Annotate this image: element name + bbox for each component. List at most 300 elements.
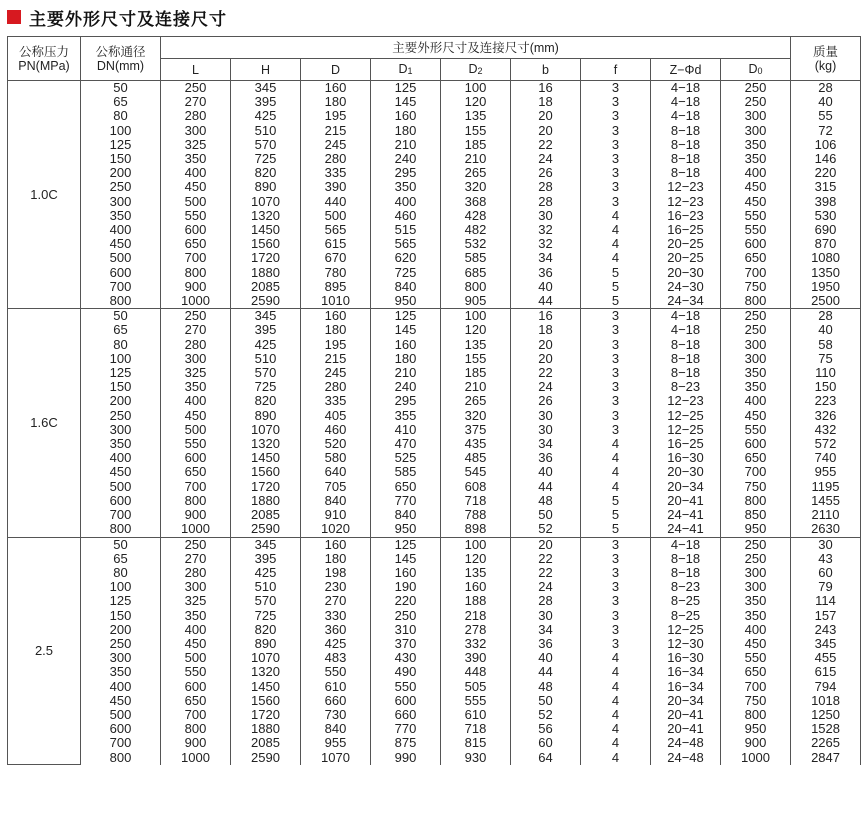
table-cell: 106	[791, 138, 861, 152]
table-cell: 500	[161, 651, 231, 665]
table-cell: 100	[81, 352, 161, 366]
table-cell: 250	[161, 537, 231, 552]
table-cell: 3	[581, 380, 651, 394]
table-cell: 395	[231, 552, 301, 566]
table-cell: 5	[581, 294, 651, 309]
table-row	[8, 494, 861, 508]
table-cell: 718	[441, 494, 511, 508]
table-cell: 815	[441, 736, 511, 750]
table-cell: 250	[81, 637, 161, 651]
table-cell: 125	[371, 81, 441, 96]
table-cell: 155	[441, 124, 511, 138]
column-header: D1	[371, 59, 441, 81]
table-cell: 350	[721, 138, 791, 152]
table-cell: 2590	[231, 751, 301, 765]
table-cell: 250	[371, 609, 441, 623]
table-cell: 300	[721, 352, 791, 366]
table-cell: 1018	[791, 694, 861, 708]
table-row	[8, 323, 861, 337]
table-cell: 800	[81, 751, 161, 765]
table-cell: 2630	[791, 522, 861, 537]
table-cell: 500	[301, 209, 371, 223]
table-row	[8, 566, 861, 580]
table-cell: 24−48	[651, 736, 721, 750]
table-cell: 4	[581, 251, 651, 265]
table-cell: 250	[81, 409, 161, 423]
table-cell: 8−18	[651, 552, 721, 566]
table-cell: 350	[161, 609, 231, 623]
table-cell: 245	[301, 366, 371, 380]
red-square-icon	[7, 10, 21, 24]
table-cell: 80	[81, 109, 161, 123]
table-cell: 660	[301, 694, 371, 708]
table-cell: 250	[721, 309, 791, 324]
table-cell: 1070	[231, 423, 301, 437]
table-cell: 125	[81, 594, 161, 608]
table-row	[8, 423, 861, 437]
title-text: 主要外形尺寸及连接尺寸	[29, 9, 227, 30]
table-cell: 210	[441, 380, 511, 394]
table-cell: 610	[301, 680, 371, 694]
table-row	[8, 266, 861, 280]
table-cell: 20	[511, 537, 581, 552]
table-cell: 160	[301, 537, 371, 552]
table-cell: 550	[721, 209, 791, 223]
table-cell: 425	[231, 338, 301, 352]
table-cell: 5	[581, 494, 651, 508]
table-cell: 24−41	[651, 522, 721, 537]
table-cell: 483	[301, 651, 371, 665]
table-cell: 550	[721, 651, 791, 665]
table-row	[8, 694, 861, 708]
table-cell: 160	[371, 109, 441, 123]
table-cell: 870	[791, 237, 861, 251]
table-cell: 1020	[301, 522, 371, 537]
table-cell: 146	[791, 152, 861, 166]
table-cell: 1528	[791, 722, 861, 736]
table-cell: 1010	[301, 294, 371, 309]
table-cell: 800	[441, 280, 511, 294]
table-cell: 428	[441, 209, 511, 223]
table-cell: 840	[301, 494, 371, 508]
table-row	[8, 522, 861, 537]
table-cell: 3	[581, 309, 651, 324]
table-row	[8, 508, 861, 522]
table-cell: 550	[301, 665, 371, 679]
table-cell: 345	[791, 637, 861, 651]
table-cell: 2590	[231, 522, 301, 537]
table-cell: 12−23	[651, 394, 721, 408]
table-cell: 250	[721, 323, 791, 337]
pressure-group-cell: 1.0C	[8, 81, 81, 309]
table-cell: 910	[301, 508, 371, 522]
table-cell: 58	[791, 338, 861, 352]
table-cell: 650	[161, 694, 231, 708]
table-cell: 350	[721, 152, 791, 166]
table-cell: 350	[81, 437, 161, 451]
table-cell: 280	[301, 380, 371, 394]
table-cell: 400	[721, 394, 791, 408]
table-cell: 160	[371, 338, 441, 352]
table-cell: 3	[581, 166, 651, 180]
table-cell: 3	[581, 366, 651, 380]
table-row	[8, 409, 861, 423]
table-cell: 3	[581, 409, 651, 423]
table-row	[8, 394, 861, 408]
table-cell: 20	[511, 124, 581, 138]
table-cell: 400	[161, 394, 231, 408]
table-cell: 600	[161, 451, 231, 465]
table-cell: 615	[791, 665, 861, 679]
table-row	[8, 95, 861, 109]
table-cell: 28	[791, 81, 861, 96]
table-cell: 705	[301, 480, 371, 494]
table-cell: 1720	[231, 480, 301, 494]
table-cell: 410	[371, 423, 441, 437]
table-cell: 278	[441, 623, 511, 637]
table-cell: 490	[371, 665, 441, 679]
table-cell: 52	[511, 708, 581, 722]
table-cell: 700	[721, 680, 791, 694]
table-cell: 100	[441, 537, 511, 552]
table-cell: 30	[511, 409, 581, 423]
table-cell: 1720	[231, 708, 301, 722]
table-cell: 400	[721, 166, 791, 180]
table-cell: 515	[371, 223, 441, 237]
table-cell: 2085	[231, 736, 301, 750]
table-cell: 1250	[791, 708, 861, 722]
table-cell: 400	[161, 166, 231, 180]
table-cell: 450	[721, 195, 791, 209]
table-cell: 725	[231, 380, 301, 394]
pressure-group-cell: 2.5	[8, 537, 81, 765]
table-cell: 2500	[791, 294, 861, 309]
table-cell: 8−18	[651, 352, 721, 366]
table-cell: 145	[371, 323, 441, 337]
table-cell: 28	[511, 594, 581, 608]
table-cell: 550	[161, 209, 231, 223]
table-cell: 185	[441, 366, 511, 380]
table-cell: 4	[581, 736, 651, 750]
table-cell: 482	[441, 223, 511, 237]
table-cell: 532	[441, 237, 511, 251]
table-cell: 326	[791, 409, 861, 423]
table-cell: 4	[581, 694, 651, 708]
table-cell: 740	[791, 451, 861, 465]
table-cell: 265	[441, 394, 511, 408]
table-cell: 450	[721, 409, 791, 423]
table-cell: 432	[791, 423, 861, 437]
table-cell: 12−23	[651, 180, 721, 194]
table-cell: 120	[441, 552, 511, 566]
table-cell: 700	[81, 736, 161, 750]
table-cell: 820	[231, 623, 301, 637]
table-cell: 725	[371, 266, 441, 280]
table-cell: 325	[161, 138, 231, 152]
table-cell: 34	[511, 251, 581, 265]
table-cell: 8−18	[651, 566, 721, 580]
table-row	[8, 352, 861, 366]
table-cell: 43	[791, 552, 861, 566]
table-cell: 20−34	[651, 694, 721, 708]
table-cell: 24	[511, 152, 581, 166]
table-cell: 390	[441, 651, 511, 665]
table-cell: 360	[301, 623, 371, 637]
table-cell: 500	[161, 195, 231, 209]
table-cell: 1070	[301, 751, 371, 765]
table-cell: 24−30	[651, 280, 721, 294]
table-row	[8, 465, 861, 479]
table-cell: 320	[441, 180, 511, 194]
table-cell: 895	[301, 280, 371, 294]
table-cell: 50	[81, 309, 161, 324]
table-cell: 750	[721, 280, 791, 294]
table-cell: 3	[581, 180, 651, 194]
table-cell: 8−18	[651, 124, 721, 138]
table-cell: 600	[371, 694, 441, 708]
table-cell: 250	[161, 309, 231, 324]
table-row	[8, 180, 861, 194]
table-cell: 210	[371, 366, 441, 380]
table-cell: 215	[301, 124, 371, 138]
table-cell: 570	[231, 366, 301, 380]
table-cell: 335	[301, 166, 371, 180]
table-cell: 40	[511, 280, 581, 294]
table-cell: 16−34	[651, 665, 721, 679]
table-cell: 500	[81, 251, 161, 265]
table-cell: 22	[511, 552, 581, 566]
table-row	[8, 580, 861, 594]
table-cell: 5	[581, 280, 651, 294]
table-cell: 64	[511, 751, 581, 765]
table-cell: 345	[231, 309, 301, 324]
table-cell: 840	[371, 508, 441, 522]
table-cell: 4	[581, 465, 651, 479]
dn-header-label: 公称通径	[95, 44, 146, 59]
table-cell: 3	[581, 352, 651, 366]
table-cell: 800	[721, 494, 791, 508]
table-cell: 460	[301, 423, 371, 437]
table-cell: 300	[81, 423, 161, 437]
table-cell: 3	[581, 580, 651, 594]
table-cell: 50	[81, 537, 161, 552]
table-cell: 250	[81, 180, 161, 194]
table-cell: 12−25	[651, 409, 721, 423]
table-cell: 20	[511, 338, 581, 352]
table-cell: 580	[301, 451, 371, 465]
table-cell: 210	[371, 138, 441, 152]
table-cell: 300	[721, 109, 791, 123]
column-header: L	[161, 59, 231, 81]
dn-header	[81, 37, 161, 81]
table-row	[8, 437, 861, 451]
table-cell: 2847	[791, 751, 861, 765]
table-cell: 398	[791, 195, 861, 209]
table-cell: 4−18	[651, 309, 721, 324]
table-cell: 250	[721, 81, 791, 96]
table-cell: 20	[511, 109, 581, 123]
table-row	[8, 223, 861, 237]
table-cell: 1000	[161, 294, 231, 309]
table-cell: 400	[371, 195, 441, 209]
table-cell: 395	[231, 323, 301, 337]
table-cell: 650	[371, 480, 441, 494]
table-cell: 22	[511, 566, 581, 580]
table-cell: 8−18	[651, 138, 721, 152]
table-cell: 34	[511, 623, 581, 637]
table-cell: 900	[161, 280, 231, 294]
table-row	[8, 237, 861, 251]
table-cell: 120	[441, 95, 511, 109]
table-cell: 135	[441, 338, 511, 352]
table-cell: 345	[231, 81, 301, 96]
table-cell: 448	[441, 665, 511, 679]
table-cell: 8−25	[651, 594, 721, 608]
column-header: D2	[441, 59, 511, 81]
table-cell: 700	[81, 280, 161, 294]
table-cell: 24	[511, 580, 581, 594]
table-cell: 8−23	[651, 580, 721, 594]
table-cell: 200	[81, 623, 161, 637]
table-cell: 325	[161, 366, 231, 380]
table-cell: 350	[721, 609, 791, 623]
table-cell: 218	[441, 609, 511, 623]
table-cell: 890	[231, 637, 301, 651]
table-cell: 52	[511, 522, 581, 537]
table-row	[8, 338, 861, 352]
table-row	[8, 138, 861, 152]
table-cell: 650	[721, 251, 791, 265]
table-cell: 40	[791, 323, 861, 337]
section-title	[7, 4, 227, 30]
table-cell: 125	[81, 138, 161, 152]
table-cell: 850	[721, 508, 791, 522]
table-row	[8, 309, 861, 324]
table-cell: 400	[81, 680, 161, 694]
table-row	[8, 665, 861, 679]
table-cell: 730	[301, 708, 371, 722]
table-cell: 650	[721, 665, 791, 679]
column-header: D	[301, 59, 371, 81]
table-cell: 270	[161, 95, 231, 109]
table-cell: 3	[581, 109, 651, 123]
table-cell: 270	[161, 552, 231, 566]
table-cell: 16−25	[651, 437, 721, 451]
table-cell: 1320	[231, 437, 301, 451]
table-cell: 300	[721, 124, 791, 138]
table-cell: 300	[81, 651, 161, 665]
table-cell: 800	[81, 294, 161, 309]
table-row	[8, 680, 861, 694]
table-cell: 510	[231, 352, 301, 366]
table-cell: 8−23	[651, 380, 721, 394]
table-row	[8, 751, 861, 765]
table-cell: 3	[581, 152, 651, 166]
table-cell: 820	[231, 166, 301, 180]
table-cell: 610	[441, 708, 511, 722]
table-cell: 245	[301, 138, 371, 152]
table-cell: 700	[81, 508, 161, 522]
table-cell: 190	[371, 580, 441, 594]
table-cell: 1350	[791, 266, 861, 280]
table-row	[8, 152, 861, 166]
table-cell: 430	[371, 651, 441, 665]
table-cell: 320	[441, 409, 511, 423]
table-cell: 1080	[791, 251, 861, 265]
table-cell: 32	[511, 223, 581, 237]
table-cell: 16−25	[651, 223, 721, 237]
table-cell: 450	[81, 694, 161, 708]
table-cell: 650	[721, 451, 791, 465]
table-cell: 525	[371, 451, 441, 465]
table-cell: 900	[721, 736, 791, 750]
table-cell: 350	[81, 665, 161, 679]
table-cell: 243	[791, 623, 861, 637]
table-cell: 223	[791, 394, 861, 408]
table-cell: 400	[161, 623, 231, 637]
table-cell: 16	[511, 309, 581, 324]
table-cell: 450	[161, 637, 231, 651]
pressure-group-cell: 1.6C	[8, 309, 81, 537]
table-cell: 48	[511, 680, 581, 694]
table-cell: 12−23	[651, 195, 721, 209]
table-cell: 955	[791, 465, 861, 479]
table-cell: 725	[231, 609, 301, 623]
table-cell: 585	[371, 465, 441, 479]
pn-header-label: 公称压力	[18, 44, 69, 59]
table-cell: 16−30	[651, 451, 721, 465]
table-cell: 265	[441, 166, 511, 180]
table-cell: 40	[791, 95, 861, 109]
table-cell: 615	[301, 237, 371, 251]
table-row	[8, 708, 861, 722]
table-cell: 435	[441, 437, 511, 451]
table-cell: 840	[301, 722, 371, 736]
table-cell: 20−41	[651, 494, 721, 508]
table-cell: 24−48	[651, 751, 721, 765]
table-cell: 950	[721, 522, 791, 537]
table-cell: 20	[511, 352, 581, 366]
table-cell: 5	[581, 266, 651, 280]
table-cell: 800	[721, 294, 791, 309]
table-cell: 280	[161, 566, 231, 580]
table-cell: 400	[81, 451, 161, 465]
table-cell: 24−34	[651, 294, 721, 309]
column-header: Z−Φd	[651, 59, 721, 81]
table-cell: 20−25	[651, 251, 721, 265]
table-cell: 4	[581, 437, 651, 451]
table-cell: 50	[511, 694, 581, 708]
table-cell: 20−30	[651, 266, 721, 280]
table-row	[8, 294, 861, 309]
table-cell: 450	[721, 637, 791, 651]
table-cell: 350	[721, 380, 791, 394]
table-cell: 800	[161, 266, 231, 280]
table-cell: 198	[301, 566, 371, 580]
table-cell: 530	[791, 209, 861, 223]
table-cell: 20−41	[651, 722, 721, 736]
table-cell: 1720	[231, 251, 301, 265]
table-cell: 250	[721, 95, 791, 109]
table-cell: 18	[511, 95, 581, 109]
table-cell: 315	[791, 180, 861, 194]
table-cell: 180	[301, 552, 371, 566]
table-cell: 120	[441, 323, 511, 337]
table-cell: 608	[441, 480, 511, 494]
table-cell: 450	[81, 465, 161, 479]
table-cell: 56	[511, 722, 581, 736]
table-cell: 220	[791, 166, 861, 180]
